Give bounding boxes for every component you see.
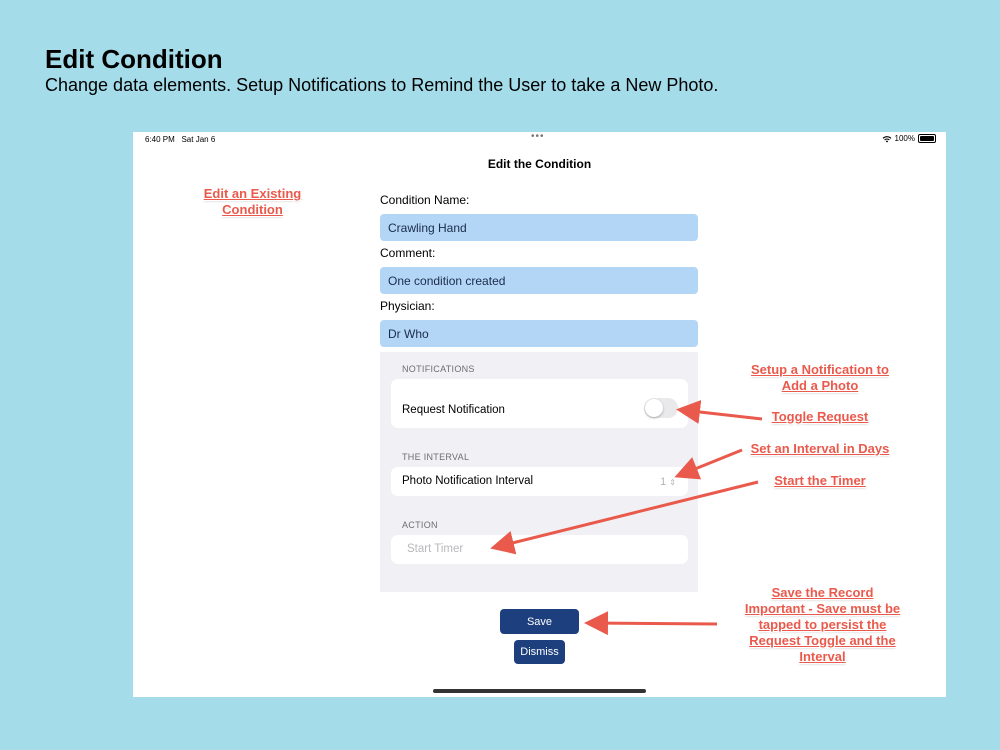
slide-title: Edit Condition (45, 44, 223, 74)
stepper-chevrons-icon: ⇕ (669, 478, 676, 487)
start-timer-button[interactable]: Start Timer (407, 543, 464, 555)
arrow-interval (680, 450, 742, 475)
comment-label: Comment: (380, 246, 436, 260)
annotation-save-record: Save the Record Important - Save must be tapped to persist the Request Toggle and the Interval (744, 585, 901, 664)
annotation-edit-existing: Edit an Existing Condition (203, 186, 302, 217)
slide-subtitle: Change data elements. Setup Notifications to Remind the User to take a New Photo. (45, 75, 719, 95)
annotation-toggle-request: Toggle Request (771, 409, 869, 424)
status-time: 6:40 PM Sat Jan 6 (145, 135, 216, 144)
annotation-setup-notification: Setup a Notification to Add a Photo (751, 362, 889, 393)
dismiss-button[interactable]: Dismiss (514, 640, 565, 664)
nav-title: Edit the Condition (487, 157, 592, 171)
notifications-header: NOTIFICATIONS (402, 364, 475, 374)
physician-label: Physician: (380, 299, 435, 313)
request-notification-label: Request Notification (402, 404, 505, 416)
battery-percent: 100% (894, 134, 915, 143)
arrow-start-timer (496, 482, 758, 547)
arrow-save (590, 623, 717, 624)
multitasking-dots-icon[interactable]: ••• (531, 132, 545, 142)
annotation-set-interval: Set an Interval in Days (750, 441, 890, 456)
interval-header: THE INTERVAL (402, 452, 470, 462)
save-button[interactable]: Save (500, 609, 579, 634)
interval-label: Photo Notification Interval (402, 475, 534, 487)
action-header: ACTION (402, 520, 438, 530)
annotation-start-timer: Start the Timer (774, 473, 866, 488)
interval-value: 1 (660, 476, 667, 488)
arrow-toggle (682, 410, 762, 419)
condition-name-label: Condition Name: (380, 193, 470, 207)
